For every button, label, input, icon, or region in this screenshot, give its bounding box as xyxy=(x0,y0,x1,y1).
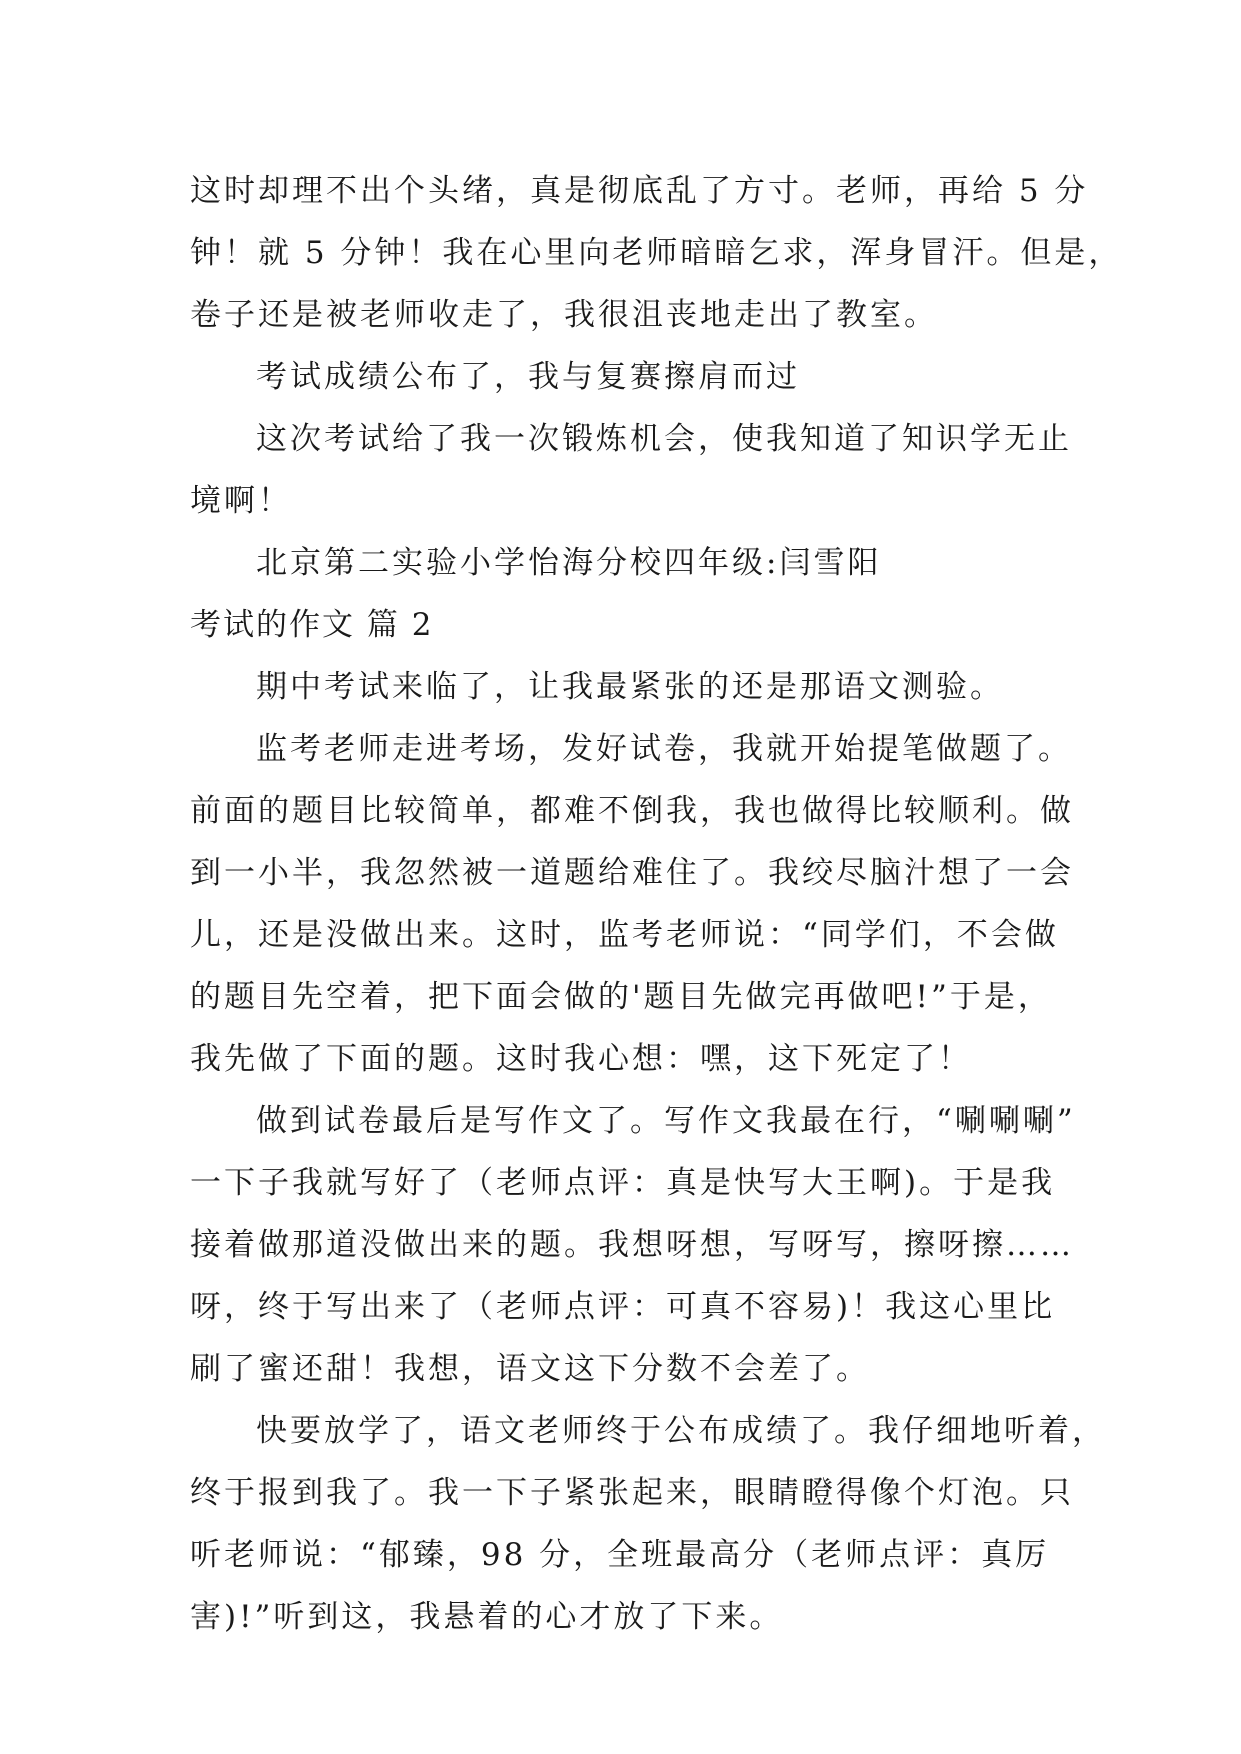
text-line: 听老师说：“郁臻，98 分，全班最高分（老师点评：真厉 xyxy=(190,1537,1050,1573)
paragraph-line: 这次考试给了我一次锻炼机会，使我知道了知识学无止 xyxy=(256,421,1072,457)
text-line: 呀，终于写出来了（老师点评：可真不容易)！我这心里比 xyxy=(190,1289,1056,1325)
section-title: 考试的作文 篇 2 xyxy=(190,607,434,643)
text-line: 一下子我就写好了（老师点评：真是快写大王啊)。于是我 xyxy=(190,1165,1056,1201)
text-line: 的题目先空着，把下面会做的'题目先做完再做吧!”于是， xyxy=(190,979,1052,1015)
text-line: 刷了蜜还甜！我想，语文这下分数不会差了。 xyxy=(190,1351,870,1387)
text-line: 儿，还是没做出来。这时，监考老师说：“同学们，不会做 xyxy=(190,917,1059,953)
paragraph-line: 考试成绩公布了，我与复赛擦肩而过 xyxy=(256,359,800,395)
paragraph-line: 做到试卷最后是写作文了。写作文我最在行，“唰唰唰” xyxy=(256,1103,1076,1139)
text-line: 终于报到我了。我一下子紧张起来，眼睛瞪得像个灯泡。只 xyxy=(190,1475,1074,1511)
text-line: 卷子还是被老师收走了，我很沮丧地走出了教室。 xyxy=(190,297,938,333)
paragraph-line: 期中考试来临了，让我最紧张的还是那语文测验。 xyxy=(256,669,1004,705)
paragraph-line: 快要放学了，语文老师终于公布成绩了。我仔细地听着， xyxy=(256,1413,1106,1449)
author-line: 北京第二实验小学怡海分校四年级:闫雪阳 xyxy=(256,545,882,581)
text-line: 这时却理不出个头绪，真是彻底乱了方寸。老师，再给 5 分 xyxy=(190,173,1089,209)
text-line: 境啊！ xyxy=(190,483,292,519)
text-line: 钟！就 5 分钟！我在心里向老师暗暗乞求，浑身冒汗。但是， xyxy=(190,235,1123,271)
text-line: 接着做那道没做出来的题。我想呀想，写呀写，擦呀擦…… xyxy=(190,1227,1074,1263)
document-body xyxy=(190,160,1123,1648)
text-line: 到一小半，我忽然被一道题给难住了。我绞尽脑汁想了一会 xyxy=(190,855,1074,891)
text-line: 我先做了下面的题。这时我心想：嘿，这下死定了！ xyxy=(190,1041,972,1077)
text-line: 前面的题目比较简单，都难不倒我，我也做得比较顺利。做 xyxy=(190,793,1074,829)
text-line: 害)!”听到这，我悬着的心才放了下来。 xyxy=(190,1599,784,1635)
paragraph-line: 监考老师走进考场，发好试卷，我就开始提笔做题了。 xyxy=(256,731,1072,767)
